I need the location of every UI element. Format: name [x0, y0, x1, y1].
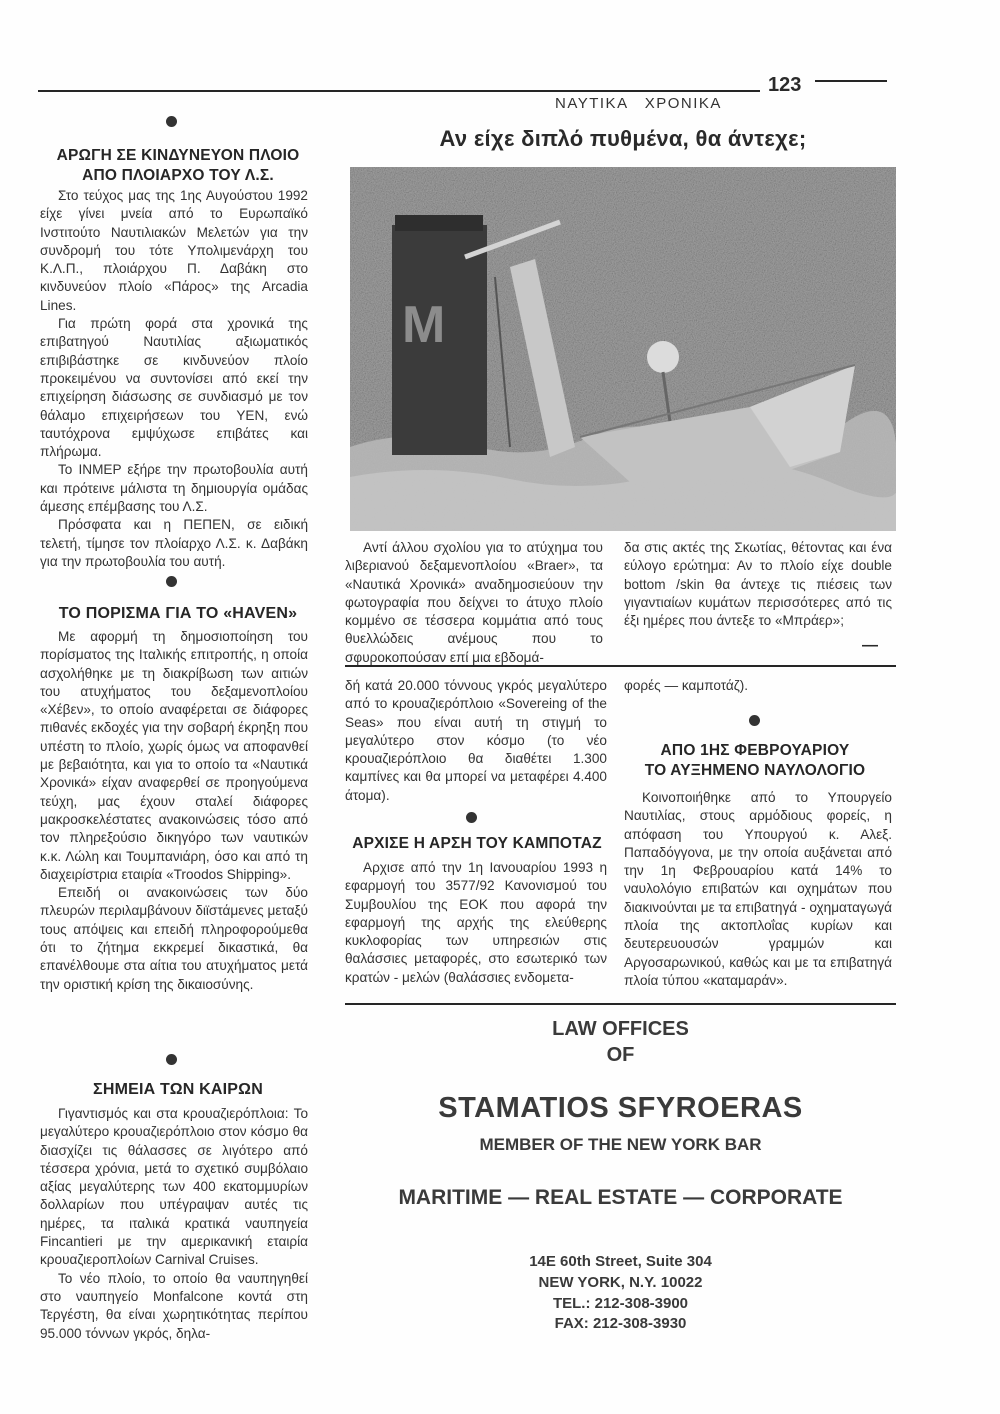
photo-caption-col1: Αντί άλλου σχολίου για το ατύχημα του λιβεριανού δεξαμενοπλοίου «Braer», τα «Ναυτικά Χρονικά» αναδημοσιεύουν την φωτογραφία που δείχνει το άτυχο πλοίο κομμένο σε τέσσερα κομμάτια από τους θυελλώδεις ανέμους που το σφυροκοπούσαν επί μια εβδομά- — [345, 540, 603, 665]
advert-practice-areas: MARITIME — REAL ESTATE — CORPORATE — [398, 1186, 843, 1209]
advert-top-rule — [345, 1003, 896, 1005]
advert-of: OF — [606, 1044, 635, 1066]
article-2-body: Με αφορμή τη δημοσιοποίηση του πορίσματος της Ιταλικής επιτροπής, η οποία ασχολήθηκε με τη διακρίβωση των αιτιών του ατυχήματος του δεξαμενοπλοίου «Χέβεν», το οποίο αναφέρεται σε διάφορες πιθανές εκδοχές για την σοβαρή έκρηξη που υπέστη το πλοίο, χωρίς όμως να αποφανθεί με βεβαιότητα, και για το οποίο τα «Ναυτικά Χρονικά» είχαν αναφερθεί σε προηγούμενα τεύχη, μας έχουν σταλεί διάφορες μακροσκελέστατες ανακοινώσεις τόσο από τον πληρεξούσιο δικηγόρο των ναυτικών κ.κ. Λώλη και Τουμπανιάρη, όσο και από τη διαχειρίστρια εταιρία «Troodos Shipping». Επειδή οι ανακοινώσεις των δύο πλευρών περιλαμβάνουν διϊστάμενες μεταξύ τους απόψεις και επειδή πληροφορούμεθα ότι το ζήτημα εκκρεμεί δικαστικά, θα επανέλθουμε στα αίτια του ατυχήματος μετά την οριστική κρίση της δικαιοσύνης. — [40, 629, 308, 992]
cabotage-body: Αρχισε από την 1η Ιανουαρίου 1993 η εφαρμογή του 3577/92 Κανονισμού του Συμβουλίου της ΕΟΚ που αφορά την εφαρμογή της αρχής της ελεύθερης κυκλοφορίας των υπηρεσιών στις θαλάσσιες μεταφορές, στο εσωτερικό των κρατών - μελών (θαλάσσιες ενδομετα- — [345, 860, 607, 985]
advert-law-offices: LAW OFFICES — [552, 1018, 689, 1040]
article-1-body: Στο τεύχος μας της 1ης Αυγούστου 1992 είχε γίνει μνεία από το Ευρωπαϊκό Ινστιτούτο Ναυτιλιακών Μελετών για την συνδρομή του τότε Υπολιμενάρχη του Κ.Λ.Π., πλοιάρχου Π. Δαβάκη στο κινδυνεύον πλοίο «Πάρος» της Arcadia Lines. Για πρώτη φορά στα χρονικά της επιβατηγού Ναυτιλίας αξιωματικός επιβιβάστηκε σε κινδυνεύον πλοίο προκειμένου να συντονίσει από εκεί την επιχείρηση διάσωσης σε συνδιασμό με τον θάλαμο επιχειρήσεων του ΥΕΝ, ενώ ταυτόχρονα εμψύχωσε επιβάτες και πλήρωμα. Το ΙΝΜΕΡ εξήρε την πρωτοβουλία αυτή και πρότεινε μάλιστα τη δημιουργία ομάδας άμεσης επέμβασης του Λ.Σ. Πρόσφατα και η ΠΕΠΕΝ, σε ειδική τελετή, τίμησε τον πλοίαρχο Λ.Σ. κ. Δαβάκη για την πρωτοβουλία του αυτή. — [40, 188, 308, 569]
article-1-title: ΑΡΩΓΗ ΣΕ ΚΙΝΔΥΝΕΥΟΝ ΠΛΟΙΟ ΑΠΟ ΠΛΟΙΑΡΧΟ ΤΟΥ Λ.Σ. — [56, 147, 300, 184]
header-rule-right — [815, 80, 887, 82]
masthead: ΝΑΥΤΙΚΑ ΧΡΟΝΙΚΑ — [555, 95, 722, 112]
caption-end-mark: — — [862, 637, 878, 654]
section-bullet — [466, 812, 477, 823]
article-3-title: ΣΗΜΕΙΑ ΤΩΝ ΚΑΙΡΩΝ — [93, 1081, 263, 1098]
section-bullet — [166, 1054, 177, 1065]
shipwreck-illustration — [350, 167, 896, 531]
page-number: 123 — [768, 74, 802, 96]
feature-title: Αν είχε διπλό πυθμένα, θα άντεχε; — [439, 126, 807, 151]
fare-increase-body: Κοινοποιήθηκε από το Υπουργείο Ναυτιλίας, στους αρμόδιους φορείς, η απόφαση του Υπουργού κ. Αλεξ. Παπαδόγγονα, με την οποία αυξάνεται από την 1η Φεβρουαρίου κατά 14% το ναυλολόγιο επιβατών και οχημάτων που διακινούνται με τα επιβατηγά - οχηματαγωγά πλοία της ακτοπλοΐας κυρίων και δευτερευουσών γραμμών και Αργοσαρωνικού, καθώς και με τα επιβατηγά πλοία τύπου «καταμαράν». — [624, 790, 892, 988]
advert-address-street: 14E 60th Street, Suite 304 — [529, 1253, 712, 1270]
advert-telephone: TEL.: 212-308-3900 — [552, 1295, 689, 1312]
section-bullet — [749, 715, 760, 726]
cabotage-title: ΑΡΧΙΣΕ Η ΑΡΣΗ ΤΟΥ ΚΑΜΠΟΤΑΖ — [352, 835, 602, 852]
caption-bottom-rule — [345, 665, 896, 667]
funnel-letter: M — [402, 296, 446, 354]
cruise-ship-continuation: δή κατά 20.000 τόννους γκρός μεγαλύτερο από το κρουαζιερόπλοιο «Sovereing of the Seas» που είναι αυτή τη στιγμή το μεγαλύτερο στον κόσμο (το νέο κρουαζιερόπλοιο θα διαθέτει 1.300 καμπίνες και θα μπορεί να μεταφέρει 4.400 άτομα). — [345, 678, 607, 803]
section-bullet — [166, 116, 177, 127]
advert-membership: MEMBER OF THE NEW YORK BAR — [479, 1135, 762, 1154]
header-rule-left — [38, 90, 760, 92]
photo-caption-col2: δα στις ακτές της Σκωτίας, θέτοντας και ένα εύλογο ερώτημα: Αν το πλοίο είχε double bottom /skin θα άντεχε τις πιέσεις των γιγαντιαίων κυμάτων περισσότερες από τις έξι ημέρες που άντεξε το «Μπράερ»; — [624, 540, 892, 629]
advert-address-city: NEW YORK, N.Y. 10022 — [538, 1274, 703, 1291]
shipwreck-photo — [350, 167, 896, 531]
cabotage-continuation: φορές — καμποτάζ). — [624, 678, 749, 693]
section-bullet — [166, 576, 177, 587]
advert-fax: FAX: 212-308-3930 — [554, 1315, 687, 1332]
fare-increase-title: ΑΠΟ 1ΗΣ ΦΕΒΡΟΥΑΡΙΟΥ ΤΟ ΑΥΞΗΜΕΝΟ ΝΑΥΛΟΛΟΓΙΟ — [644, 742, 866, 779]
article-3-body: Γιγαντισμός και στα κρουαζιερόπλοια: Το μεγαλύτερο κρουαζιερόπλοιο στον κόσμο θα διασχίζει τις θάλασσες σε λιγότερο από τέσσερα χρόνια, μετά το σχετικό συμβόλαιο αξίας μεγαλύτερης των 400 εκατομμυρίων δολλαρίων που υπέγραψαν αυτές τις ημέρες, τα ιταλικά κρατικά ναυπηγεία Fincantieri με την αμερικανική εταιρία κρουαζιεροπλοίων Carnival Cruises. Το νέο πλοίο, το οποίο θα ναυπηγηθεί στο ναυπηγείο Monfalcone κοντά στη Τεργέστη, θα είναι χωρητικότητας περίπου 95.000 τόννων γκρός, δηλα- — [40, 1106, 308, 1341]
article-2-title: ΤΟ ΠΟΡΙΣΜΑ ΓΙΑ ΤΟ «HAVEN» — [58, 605, 298, 622]
advert-firm-name: STAMATIOS SFYROERAS — [438, 1092, 803, 1124]
